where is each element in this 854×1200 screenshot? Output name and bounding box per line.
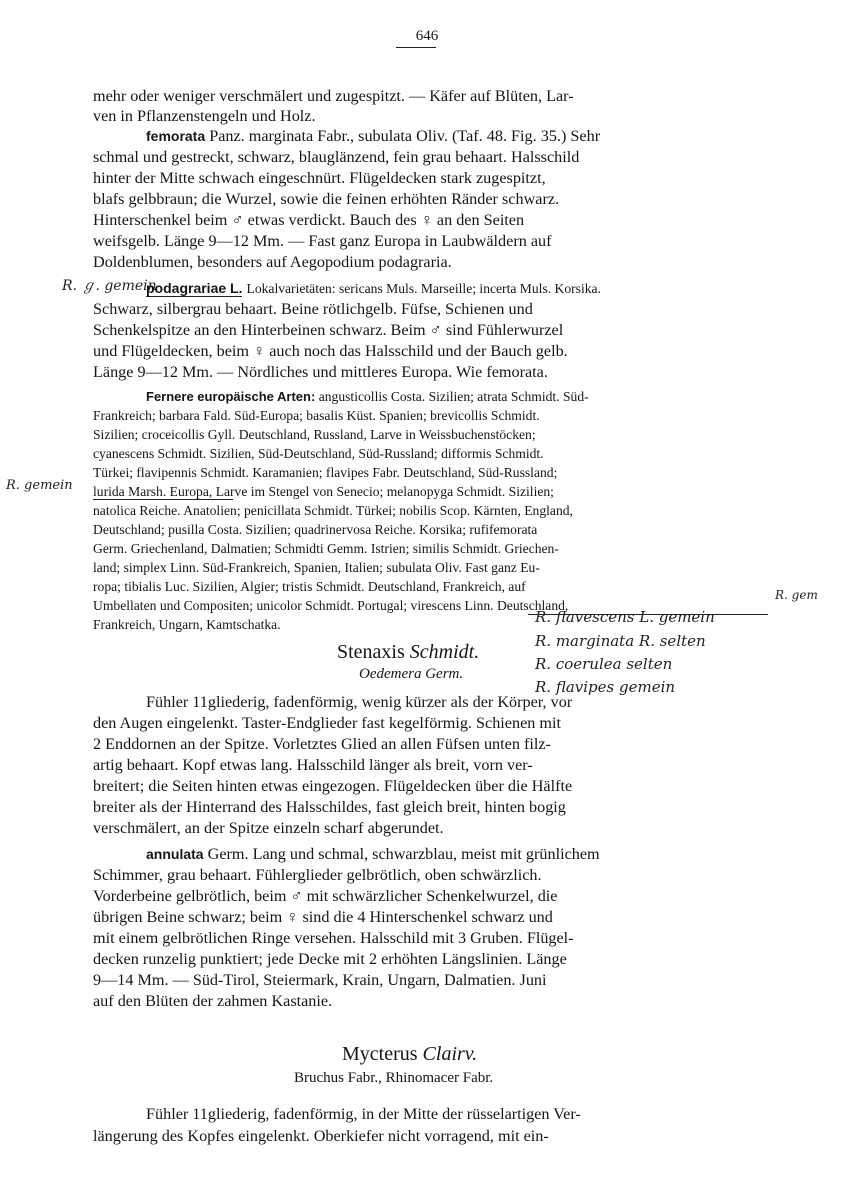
- text-line: breiter als der Hinterrand des Halsschildes, fast gleich breit, hinten bogig: [93, 798, 566, 816]
- text-line: Schimmer, grau behaart. Fühlerglieder gelbrötlich, oben schwärzlich.: [93, 866, 542, 884]
- handwritten-list-item: R. flavescens L. gemein: [535, 608, 715, 626]
- femorata-authors: Panz. marginata Fabr., subulata Oliv. (Taf. 48. Fig. 35.) Sehr: [209, 127, 601, 145]
- genus-title: [342, 1042, 477, 1066]
- text-line: mit einem gelbrötlichen Ringe versehen. Halsschild mit 3 Gruben. Flügel-: [93, 929, 574, 947]
- fernere-text: angusticollis Costa. Sizilien; atrata Schmidt. Süd-: [318, 389, 589, 404]
- species-name: podagrariae L.: [146, 280, 243, 296]
- podagrariae-first-line: [146, 278, 601, 299]
- genus-author: Schmidt.: [409, 641, 480, 663]
- text-line: 2 Enddornen an der Spitze. Vorletztes Glied an allen Füfsen unten filz-: [93, 735, 551, 753]
- genus-title: [337, 640, 479, 664]
- text-line: Länge 9—12 Mm. — Nördliches und mittleres Europa. Wie femorata.: [93, 363, 548, 381]
- text-line: Türkei; flavipennis Schmidt. Karamanien; flavipes Fabr. Deutschland, Süd-Russland;: [93, 465, 558, 480]
- text-line: ropa; tibialis Luc. Sizilien, Algier; tristis Schmidt. Deutschland, Frankreich, auf: [93, 579, 526, 594]
- handwritten-list-item: R. marginata R. selten: [535, 632, 706, 650]
- genus-author: Clairv.: [422, 1043, 478, 1065]
- handwritten-note: R. ℊ. gemein: [62, 278, 157, 294]
- species-name: annulata: [146, 846, 204, 862]
- text-line: breitert; die Seiten hinten etwas eingezogen. Flügeldecken über die Hälfte: [93, 777, 573, 795]
- page-number: 646: [415, 28, 439, 44]
- genus-synonym: Bruchus Fabr., Rhinomacer Fabr.: [294, 1070, 494, 1086]
- text-line: und Flügeldecken, beim ♀ auch noch das Halsschild und der Bauch gelb.: [93, 342, 568, 360]
- genus-name: Mycterus: [342, 1043, 418, 1065]
- text-line: Hinterschenkel beim ♂ etwas verdickt. Bauch des ♀ an den Seiten: [93, 211, 525, 229]
- handwritten-list-item: R. flavipes gemein: [535, 678, 676, 696]
- text-line: Umbellaten und Compositen; unicolor Schmidt. Portugal; virescens Linn. Deutschland,: [93, 598, 569, 613]
- handwritten-note: R. gem: [775, 588, 818, 602]
- text-line: mehr oder weniger verschmälert und zugespitzt. — Käfer auf Blüten, Lar-: [93, 87, 574, 105]
- text-line: hinter der Mitte schwach eingeschnürt. Flügeldecken stark zugespitzt,: [93, 169, 546, 187]
- annulata-first-line: [146, 844, 600, 864]
- text-line: Frankreich, Ungarn, Kamtschatka.: [93, 617, 281, 632]
- text-line: ven in Pflanzenstengeln und Holz.: [93, 107, 316, 125]
- genus-synonym: Oedemera Germ.: [359, 666, 464, 682]
- text-line: Sizilien; croceicollis Gyll. Deutschland, Russland, Larve in Weissbuchenstöcken;: [93, 427, 536, 442]
- text-line: Fühler 11gliederig, fadenförmig, in der Mitte der rüsselartigen Ver-: [146, 1105, 581, 1123]
- text-line: schmal und gestreckt, schwarz, blauglänzend, fein grau behaart. Halsschild: [93, 148, 580, 166]
- text-line: Germ. Griechenland, Dalmatien; Schmidti Gemm. Istrien; similis Schmidt. Griechen-: [93, 541, 559, 556]
- text-line: land; simplex Linn. Süd-Frankreich, Spanien, Italien; subulata Oliv. Fast ganz Eu-: [93, 560, 540, 575]
- text-line: Fühler 11gliederig, fadenförmig, wenig kürzer als der Körper, vor: [146, 693, 573, 711]
- text-line: artig behaart. Kopf etwas lang. Halsschild länger als breit, vorn ver-: [93, 756, 533, 774]
- femorata-first-line: [146, 126, 600, 146]
- text-line: Frankreich; barbara Fald. Süd-Europa; basalis Küst. Spanien; brevicollis Schmidt.: [93, 408, 540, 423]
- section-heading: Fernere europäische Arten:: [146, 389, 316, 404]
- text-line: verschmälert, an der Spitze einzeln scharf abgerundet.: [93, 819, 444, 837]
- handwritten-note: R. gemein: [6, 478, 73, 493]
- text-line: Schwarz, silbergrau behaart. Beine rötlichgelb. Füfse, Schienen und: [93, 300, 533, 318]
- text-line: auf den Blüten der zahmen Kastanie.: [93, 992, 333, 1010]
- text-line: den Augen eingelenkt. Taster-Endglieder fast kegelförmig. Schienen mit: [93, 714, 561, 732]
- annulata-text: Germ. Lang und schmal, schwarzblau, meist mit grünlichem: [207, 845, 600, 863]
- text-line: Doldenblumen, besonders auf Aegopodium podagraria.: [93, 253, 452, 271]
- text-line: Deutschland; pusilla Costa. Sizilien; quadrinervosa Reiche. Korsika; rufifemorata: [93, 522, 538, 537]
- text-line: blafs gelbbraun; die Wurzel, sowie die feinen erhöhten Ränder schwarz.: [93, 190, 560, 208]
- podagrariae-varieties: Lokalvarietäten: sericans Muls. Marseille; incerta Muls. Korsika.: [246, 281, 601, 296]
- fernere-first-line: [146, 387, 589, 407]
- text-line: decken runzelig punktiert; jede Decke mit 2 erhöhten Längslinien. Länge: [93, 950, 567, 968]
- text-line: Vorderbeine gelbrötlich, beim ♂ mit schwärzlicher Schenkelwurzel, die: [93, 887, 558, 905]
- text-line: natolica Reiche. Anatolien; penicillata Schmidt. Türkei; nobilis Scop. Kärnten, England,: [93, 503, 573, 518]
- page-number-rule: [396, 47, 436, 48]
- text-line: weifsgelb. Länge 9—12 Mm. — Fast ganz Europa in Laubwäldern auf: [93, 232, 552, 250]
- text-line: längerung des Kopfes eingelenkt. Oberkiefer nicht vorragend, mit ein-: [93, 1127, 549, 1145]
- text-line: 9—14 Mm. — Süd-Tirol, Steiermark, Krain, Ungarn, Dalmatien. Juni: [93, 971, 547, 989]
- text-line: Schenkelspitze an den Hinterbeinen schwarz. Beim ♂ sind Fühlerwurzel: [93, 321, 564, 339]
- text-line: lurida Marsh. Europa, Larve im Stengel von Senecio; melanopyga Schmidt. Sizilien;: [93, 484, 554, 499]
- pencil-underline: [93, 499, 233, 500]
- handwritten-list-item: R. coerulea selten: [535, 655, 673, 673]
- species-name: femorata: [146, 128, 206, 144]
- text-line: cyanescens Schmidt. Sizilien, Süd-Deutschland, Süd-Russland; difformis Schmidt.: [93, 446, 544, 461]
- genus-name: Stenaxis: [337, 641, 405, 663]
- text-line: übrigen Beine schwarz; beim ♀ sind die 4 Hinterschenkel schwarz und: [93, 908, 553, 926]
